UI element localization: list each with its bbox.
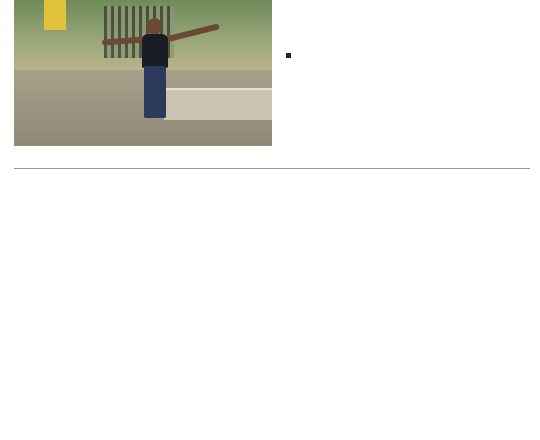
section-divider [14, 168, 530, 169]
photo-figure-legs [144, 66, 166, 118]
photo-figure-shirt [142, 34, 168, 68]
photo-wall [164, 88, 272, 120]
byline-square-icon [286, 53, 291, 58]
photo-figure-head [147, 18, 162, 35]
continuation-body-1 [14, 214, 530, 286]
byline [286, 52, 530, 60]
news-photo [14, 0, 272, 146]
article-body-right [286, 62, 530, 158]
continuation-body-2 [14, 290, 530, 438]
photo-flag [44, 0, 66, 30]
